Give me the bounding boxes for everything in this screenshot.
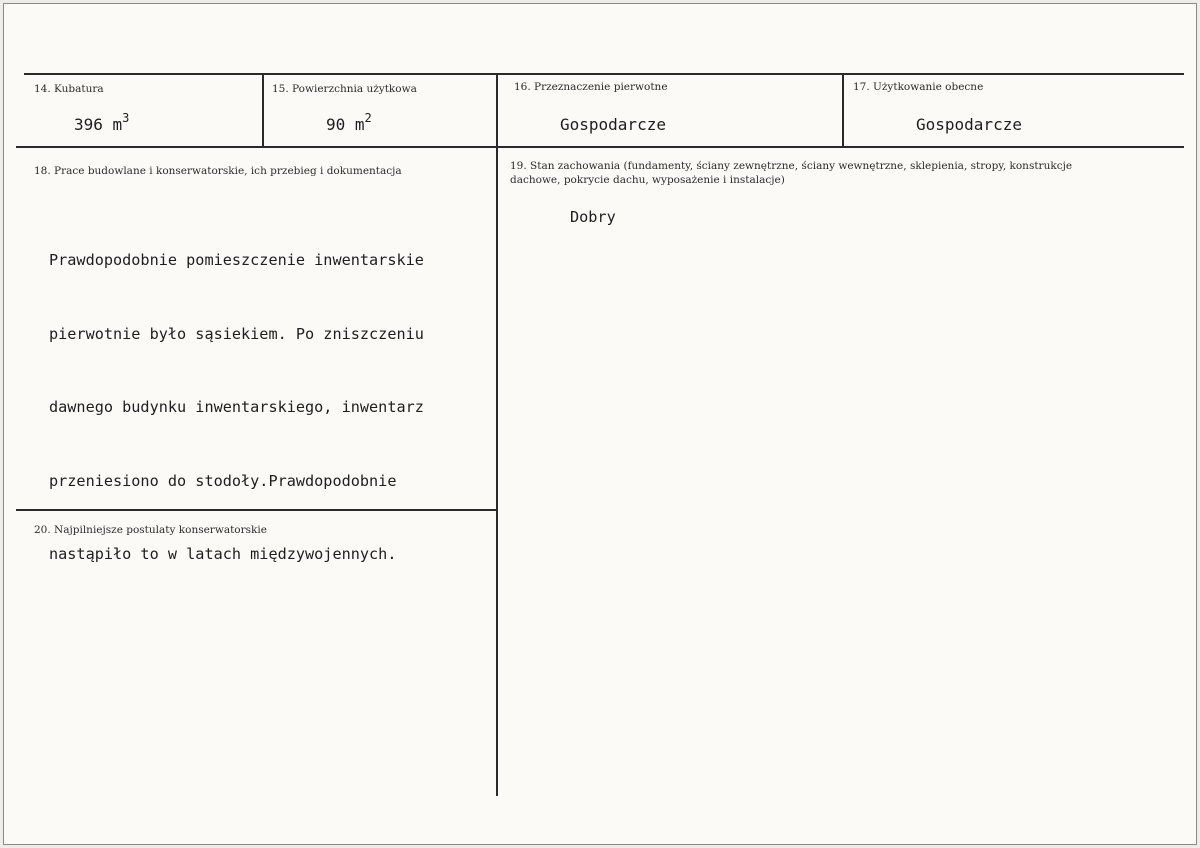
field-18-line: dawnego budynku inwentarskiego, inwentarz bbox=[49, 398, 424, 416]
field-17-label: 17. Użytkowanie obecne bbox=[853, 81, 984, 93]
field-18-line: pierwotnie było sąsiekiem. Po zniszczeniu bbox=[49, 324, 424, 343]
field-14-value bbox=[74, 111, 130, 134]
field-15-value bbox=[326, 111, 372, 134]
field-20-label: 20. Najpilniejsze postulaty konserwatorskie bbox=[34, 524, 267, 536]
row-divider-rule bbox=[16, 146, 1184, 148]
field-18-label: 18. Prace budowlane i konserwatorskie, ich przebieg i dokumentacja bbox=[34, 165, 402, 177]
field-16-value: Gospodarcze bbox=[560, 115, 666, 134]
field-18-text bbox=[49, 199, 424, 616]
field-15-label: 15. Powierzchnia użytkowa bbox=[272, 83, 417, 95]
document-card bbox=[3, 3, 1197, 845]
field-14-label: 14. Kubatura bbox=[34, 83, 104, 95]
field-19-label: 19. Stan zachowania (fundamenty, ściany zewnętrzne, ściany wewnętrzne, sklepienia, stropy, konstrukcje dachowe, pokrycie dachu, wyposażenie i instalacje) bbox=[510, 160, 1073, 186]
field-17-value: Gospodarcze bbox=[916, 115, 1022, 134]
top-rule bbox=[24, 73, 1184, 75]
field-15-number: 90 m bbox=[326, 115, 365, 134]
col-divider-2 bbox=[496, 74, 498, 796]
field-16-label: 16. Przeznaczenie pierwotne bbox=[514, 81, 668, 93]
field-19-value: Dobry bbox=[570, 208, 616, 226]
field-18-line: Prawdopodobnie pomieszczenie inwentarskie bbox=[49, 251, 424, 269]
field-14-unit-exponent: 3 bbox=[122, 111, 130, 125]
field-14-number: 396 m bbox=[74, 115, 123, 134]
field-15-unit-exponent: 2 bbox=[364, 111, 372, 125]
field-18-line: przeniesiono do stodoły.Prawdopodobnie bbox=[49, 471, 397, 490]
field-18-line: nastąpiło to w latach międzywojennych. bbox=[49, 545, 397, 563]
col-divider-3 bbox=[842, 74, 844, 147]
col-divider-1 bbox=[262, 74, 264, 147]
